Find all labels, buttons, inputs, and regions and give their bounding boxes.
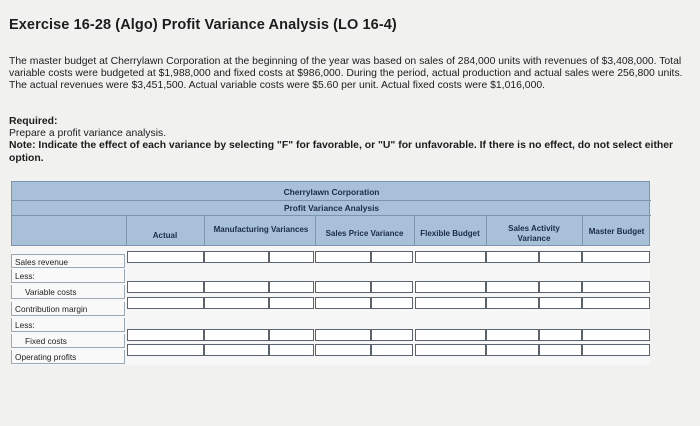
master-variable-costs-input[interactable] bbox=[582, 281, 650, 293]
col-actual: Actual bbox=[152, 231, 178, 240]
flex-fixed-costs-input[interactable] bbox=[415, 329, 486, 341]
exercise-title: Exercise 16-28 (Algo) Profit Variance Analysis (LO 16-4) bbox=[9, 17, 397, 33]
mfg-fixed-costs-input[interactable] bbox=[204, 329, 269, 341]
activity-fixed-costs-fu-select[interactable] bbox=[539, 329, 582, 341]
row-contribution-margin: Contribution margin bbox=[11, 302, 125, 316]
mfg-contribution-margin-fu-select[interactable] bbox=[269, 297, 314, 309]
mfg-fixed-costs-fu-select[interactable] bbox=[269, 329, 314, 341]
mfg-variable-costs-fu-select[interactable] bbox=[269, 281, 314, 293]
mfg-sales-revenue-input[interactable] bbox=[204, 251, 269, 263]
table-subtitle: Profit Variance Analysis bbox=[283, 203, 380, 213]
activity-operating-profits-fu-select[interactable] bbox=[539, 344, 582, 356]
activity-variable-costs-input[interactable] bbox=[486, 281, 539, 293]
mfg-sales-revenue-fu-select[interactable] bbox=[269, 251, 314, 263]
company-name: Cherrylawn Corporation bbox=[283, 187, 380, 197]
price-sales-revenue-fu-select[interactable] bbox=[371, 251, 413, 263]
row-variable-costs: Variable costs bbox=[11, 285, 125, 299]
actual-contribution-margin-input[interactable] bbox=[127, 297, 204, 309]
activity-operating-profits-input[interactable] bbox=[486, 344, 539, 356]
master-operating-profits-input[interactable] bbox=[582, 344, 650, 356]
row-sales-revenue: Sales revenue bbox=[11, 254, 125, 268]
activity-fixed-costs-input[interactable] bbox=[486, 329, 539, 341]
price-contribution-margin-input[interactable] bbox=[315, 297, 371, 309]
master-fixed-costs-input[interactable] bbox=[582, 329, 650, 341]
row-less-1: Less: bbox=[11, 269, 125, 283]
price-contribution-margin-fu-select[interactable] bbox=[371, 297, 413, 309]
mfg-contribution-margin-input[interactable] bbox=[204, 297, 269, 309]
activity-sales-revenue-fu-select[interactable] bbox=[539, 251, 582, 263]
profit-variance-table bbox=[11, 181, 650, 365]
flex-contribution-margin-input[interactable] bbox=[415, 297, 486, 309]
price-sales-revenue-input[interactable] bbox=[315, 251, 371, 263]
master-contribution-margin-input[interactable] bbox=[582, 297, 650, 309]
mfg-operating-profits-fu-select[interactable] bbox=[269, 344, 314, 356]
required-heading: Required: bbox=[9, 116, 58, 127]
actual-variable-costs-input[interactable] bbox=[127, 281, 204, 293]
flex-sales-revenue-input[interactable] bbox=[415, 251, 486, 263]
row-fixed-costs: Fixed costs bbox=[11, 334, 125, 348]
mfg-operating-profits-input[interactable] bbox=[204, 344, 269, 356]
mfg-variable-costs-input[interactable] bbox=[204, 281, 269, 293]
row-operating-profits: Operating profits bbox=[11, 350, 125, 364]
col-manufacturing-variances: Manufacturing Variances bbox=[213, 225, 309, 234]
table-header bbox=[11, 181, 650, 246]
table-body bbox=[11, 246, 650, 365]
row-less-2: Less: bbox=[11, 318, 125, 332]
activity-sales-revenue-input[interactable] bbox=[486, 251, 539, 263]
price-fixed-costs-fu-select[interactable] bbox=[371, 329, 413, 341]
col-sales-price-variance: Sales Price Variance bbox=[325, 229, 404, 238]
col-master-budget: Master Budget bbox=[588, 227, 645, 236]
price-operating-profits-input[interactable] bbox=[315, 344, 371, 356]
col-sales-activity-variance: Sales Activity Variance bbox=[508, 224, 560, 243]
price-fixed-costs-input[interactable] bbox=[315, 329, 371, 341]
note-text: Note: Indicate the effect of each variance by selecting "F" for favorable, or "U" for unfavorable. If there is no effect, do not select either option. bbox=[9, 140, 674, 164]
col-flexible-budget: Flexible Budget bbox=[420, 229, 480, 238]
activity-variable-costs-fu-select[interactable] bbox=[539, 281, 582, 293]
activity-contribution-margin-input[interactable] bbox=[486, 297, 539, 309]
actual-operating-profits-input[interactable] bbox=[127, 344, 204, 356]
actual-sales-revenue-input[interactable] bbox=[127, 251, 204, 263]
flex-variable-costs-input[interactable] bbox=[415, 281, 486, 293]
master-sales-revenue-input[interactable] bbox=[582, 251, 650, 263]
flex-operating-profits-input[interactable] bbox=[415, 344, 486, 356]
actual-fixed-costs-input[interactable] bbox=[127, 329, 204, 341]
price-variable-costs-fu-select[interactable] bbox=[371, 281, 413, 293]
price-variable-costs-input[interactable] bbox=[315, 281, 371, 293]
problem-text: The master budget at Cherrylawn Corporation at the beginning of the year was based on sales of 284,000 units with revenues of $3,408,000. Total variable costs were budgeted at $1,988,000 and fixed costs at $986,000. During the period, actual production and actual sales were 256,800 units. The actual revenues were $3,451,500. Actual variable costs were $5.60 per unit. Actual fixed costs were $1,016,000. bbox=[9, 56, 683, 92]
required-section bbox=[9, 116, 689, 165]
price-operating-profits-fu-select[interactable] bbox=[371, 344, 413, 356]
activity-contribution-margin-fu-select[interactable] bbox=[539, 297, 582, 309]
required-text: Prepare a profit variance analysis. bbox=[9, 128, 167, 140]
